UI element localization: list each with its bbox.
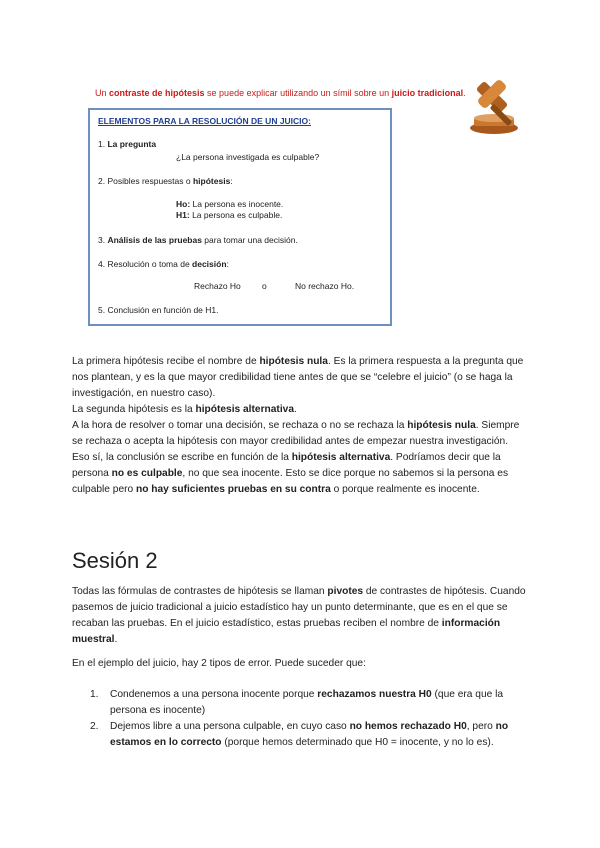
- list-item: [90, 719, 528, 767]
- intro-text: se puede explicar utilizando un símil sobre un: [204, 88, 392, 98]
- explanation-paragraphs: [72, 354, 528, 498]
- intro-bold-contraste: contraste de hipótesis: [109, 88, 205, 98]
- paragraph-conclusion: Eso sí, la conclusión se escribe en función de la hipótesis alternativa. Podríamos decir que la persona no es culpable, no que sea inocente. Esto se dice porque no sabemos si la persona es culpable pero no hay suficientes pruebas en su contra o porque realmente es inocente.: [72, 452, 509, 495]
- section-title: Sesión 2: [72, 548, 158, 573]
- paragraph-null-hypothesis: La primera hipótesis recibe el nombre de hipótesis nula. Es la primera respuesta a la pregunta que nos plantean, y es la que mayor credibilidad tiene antes de que se “celebre el juicio” (o se haga la investigación, en nuestro caso).: [72, 356, 524, 399]
- box-option-reject: Rechazo Ho: [194, 281, 241, 291]
- list-number: 1.: [90, 689, 99, 700]
- box-question: ¿La persona investigada es culpable?: [176, 152, 320, 162]
- gavel-icon: [458, 76, 522, 136]
- list-text: Condenemos a una persona inocente porque rechazamos nuestra H0 (que era que la persona es inocente): [110, 689, 504, 716]
- box-item-1: 1. La pregunta: [98, 139, 157, 149]
- error-types-intro: En el ejemplo del juicio, hay 2 tipos de error. Puede suceder que:: [72, 658, 366, 669]
- paragraph-alt-hypothesis: La segunda hipótesis es la hipótesis alternativa.: [72, 404, 297, 415]
- box-item-3: 3. Análisis de las pruebas para tomar una decisión.: [98, 235, 298, 245]
- list-text: Dejemos libre a una persona culpable, en cuyo caso no hemos rechazado H0, pero no estamos en lo correcto (porque hemos determinado que H0 = inocente, y no lo es).: [110, 721, 509, 748]
- intro-text: .: [463, 88, 466, 98]
- box-option-no-reject: No rechazo Ho.: [295, 281, 355, 291]
- paragraph-decision: A la hora de resolver o tomar una decisión, se rechaza o no se rechaza la hipótesis nula. Siempre se rechaza o acepta la hipótesis con mayor credibilidad antes de empezar nuestra investigación.: [72, 420, 520, 447]
- intro-line: [95, 88, 466, 98]
- box-header: ELEMENTOS PARA LA RESOLUCIÓN DE UN JUICIO:: [98, 116, 311, 126]
- box-item-4: 4. Resolución o toma de decisión:: [98, 259, 229, 269]
- intro-text: Un: [95, 88, 110, 98]
- box-item-2: 2. Posibles respuestas o hipótesis:: [98, 176, 233, 186]
- box-h0: Ho: La persona es inocente.: [176, 199, 284, 209]
- box-item-5: 5. Conclusión en función de H1.: [98, 305, 219, 315]
- box-option-or: o: [262, 281, 267, 291]
- list-item: [90, 687, 528, 719]
- intro-bold-juicio: juicio tradicional: [391, 88, 464, 98]
- list-number: 2.: [90, 721, 99, 732]
- trial-elements-box: [88, 108, 392, 326]
- pivot-paragraph: Todas las fórmulas de contrastes de hipótesis se llaman pivotes de contrastes de hipótesis. Cuando pasemos de juicio tradicional a juicio estadístico hay un punto determinante, que es en el que se recaban las pruebas. En el juicio estadístico, estas pruebas reciben el nombre de información muestral.: [72, 586, 526, 645]
- box-h1: H1: La persona es culpable.: [176, 210, 283, 220]
